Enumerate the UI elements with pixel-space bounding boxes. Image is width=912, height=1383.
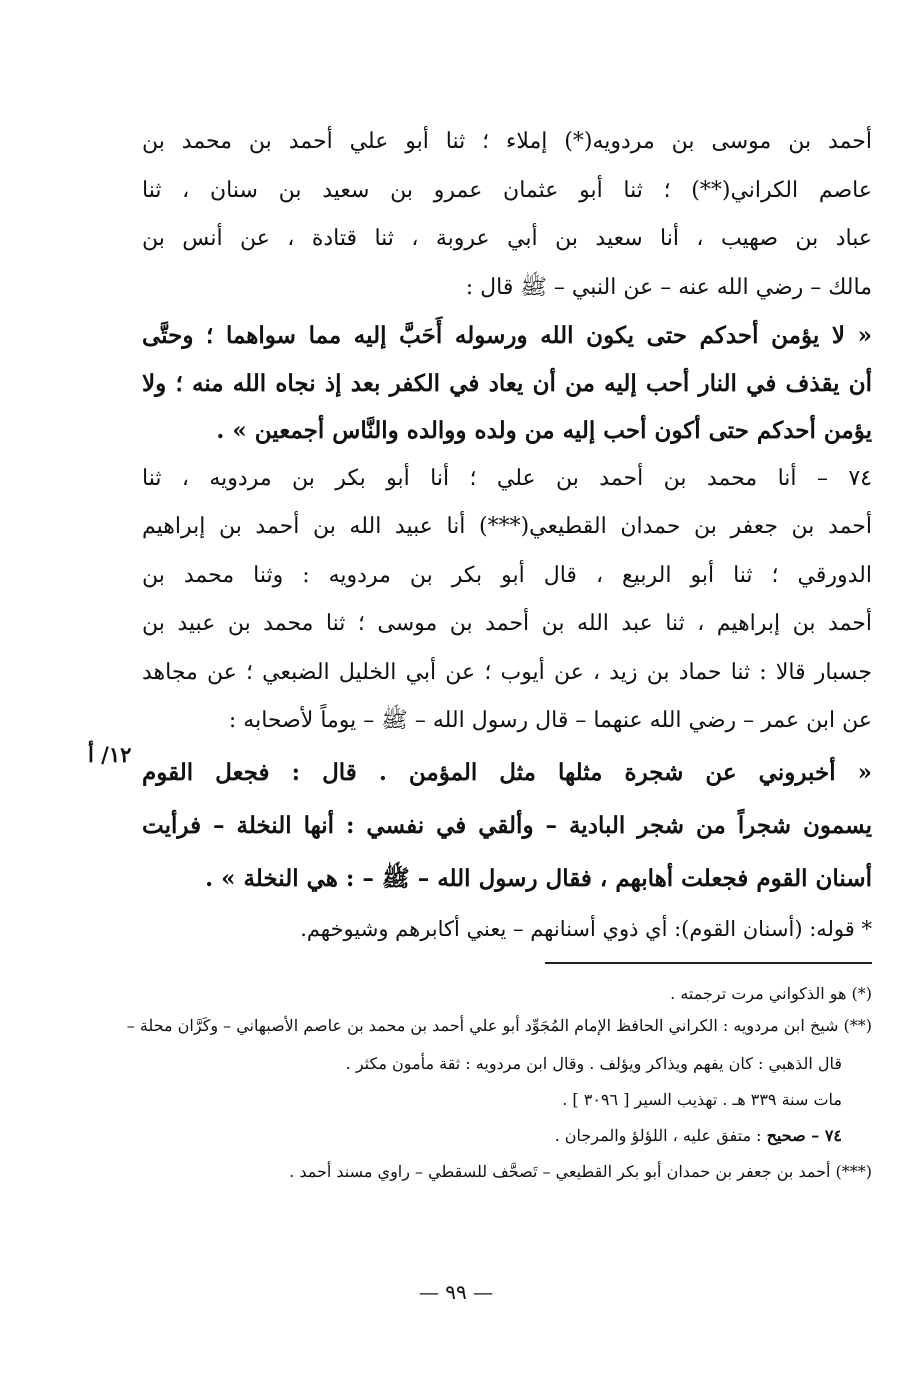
footnote-5 bbox=[84, 1118, 872, 1154]
hadith-line: « لا يؤمن أحدكم حتى يكون الله ورسوله أَحَبَّ إليه مما سواهما ؛ وحتَّى bbox=[142, 322, 872, 349]
paragraph-isnad-74 bbox=[142, 455, 872, 746]
hadith-line: يسمون شجراً من شجر البادية – وألقي في نفسي : أنها النخلة – فرأيت bbox=[142, 811, 872, 839]
hadith-line: يؤمن أحدكم حتى أكون أحب إليه من ولده ووالده والنَّاس أجمعين » . bbox=[216, 417, 872, 445]
hadith-grade-text: : متفق عليه ، اللؤلؤ والمرجان . bbox=[554, 1126, 762, 1145]
text-line: عاصم الكراني(**) ؛ ثنا أبو عثمان عمرو بن سعيد بن سنان ، ثنا bbox=[142, 177, 872, 203]
text-line: عن ابن عمر – رضي الله عنهما – قال رسول الله – ﷺ – يوماً لأصحابه : bbox=[228, 708, 872, 734]
footnote-divider bbox=[545, 962, 872, 964]
text-line: أحمد بن موسى بن مردويه(*) إملاء ؛ ثنا أبو علي أحمد بن محمد بن bbox=[142, 129, 872, 154]
text-line: أحمد بن إبراهيم ، ثنا عبد الله بن أحمد بن موسى ؛ ثنا محمد بن عبيد بن bbox=[142, 611, 872, 637]
footnote-4: مات سنة ٣٣٩ هـ . تهذيب السير [ ٣٠٩٦ ] . bbox=[562, 1090, 842, 1109]
footnote-3: قال الذهبي : كان يفهم ويذاكر ويؤلف . وقال ابن مردويه : ثقة مأمون مكثر . bbox=[345, 1054, 842, 1073]
footnote-6: (***) أحمد بن جعفر بن حمدان أبو بكر القطيعي – تَصحَّف للسقطي – راوي مسند أحمد . bbox=[289, 1162, 872, 1181]
hadith-line: « أخبروني عن شجرة مثلها مثل المؤمن . قال : فجعل القوم bbox=[142, 758, 872, 786]
footnote-2: (**) شيخ ابن مردويه : الكراني الحافظ الإمام المُجَوِّد أبو علي أحمد بن محمد بن عاصم الأصبهاني – وكَرَّان محلة – bbox=[126, 1016, 872, 1035]
text-line: ٧٤ – أنا محمد بن أحمد بن علي ؛ أنا أبو بكر بن مردويه ، ثنا bbox=[142, 465, 872, 491]
main-text bbox=[142, 118, 872, 953]
hadith-line: أسنان القوم فجعلت أهابهم ، فقال رسول الله – ﷺ – : هي النخلة » . bbox=[205, 864, 872, 892]
hadith-text-2 bbox=[142, 746, 872, 905]
hadith-text-1 bbox=[142, 312, 872, 455]
footnote-1: (*) هو الذكواني مرت ترجمته . bbox=[670, 984, 872, 1003]
hadith-line: أن يقذف في النار أحب إليه من أن يعاد في الكفر بعد إذ نجاه الله منه ؛ ولا bbox=[142, 369, 872, 397]
explanatory-note: * قوله: (أسنان القوم): أي ذوي أسنانهم – يعني أكابرهم وشيوخهم. bbox=[300, 916, 872, 941]
folio-marker: ١٢/ أ bbox=[88, 742, 132, 767]
hadith-grade-label: ٧٤ – صحيح bbox=[766, 1126, 842, 1145]
page-number: — ٩٩ — bbox=[418, 1280, 494, 1304]
text-line: مالك – رضي الله عنه – عن النبي – ﷺ قال : bbox=[465, 274, 872, 300]
footnotes bbox=[84, 976, 872, 1190]
text-line: عباد بن صهيب ، أنا سعيد بن أبي عروبة ، ثنا قتادة ، عن أنس بن bbox=[142, 226, 872, 251]
text-line: جسبار قالا : ثنا حماد بن زيد ، عن أيوب ؛ عن أبي الخليل الضبعي ؛ عن مجاهد bbox=[142, 659, 872, 685]
paragraph-isnad-1 bbox=[142, 118, 872, 312]
text-line: الدورقي ؛ ثنا أبو الربيع ، قال أبو بكر بن مردويه : وثنا محمد بن bbox=[142, 562, 872, 588]
text-line: أحمد بن جعفر بن حمدان القطيعي(***) أنا عبيد الله بن أحمد بن إبراهيم bbox=[142, 514, 872, 540]
